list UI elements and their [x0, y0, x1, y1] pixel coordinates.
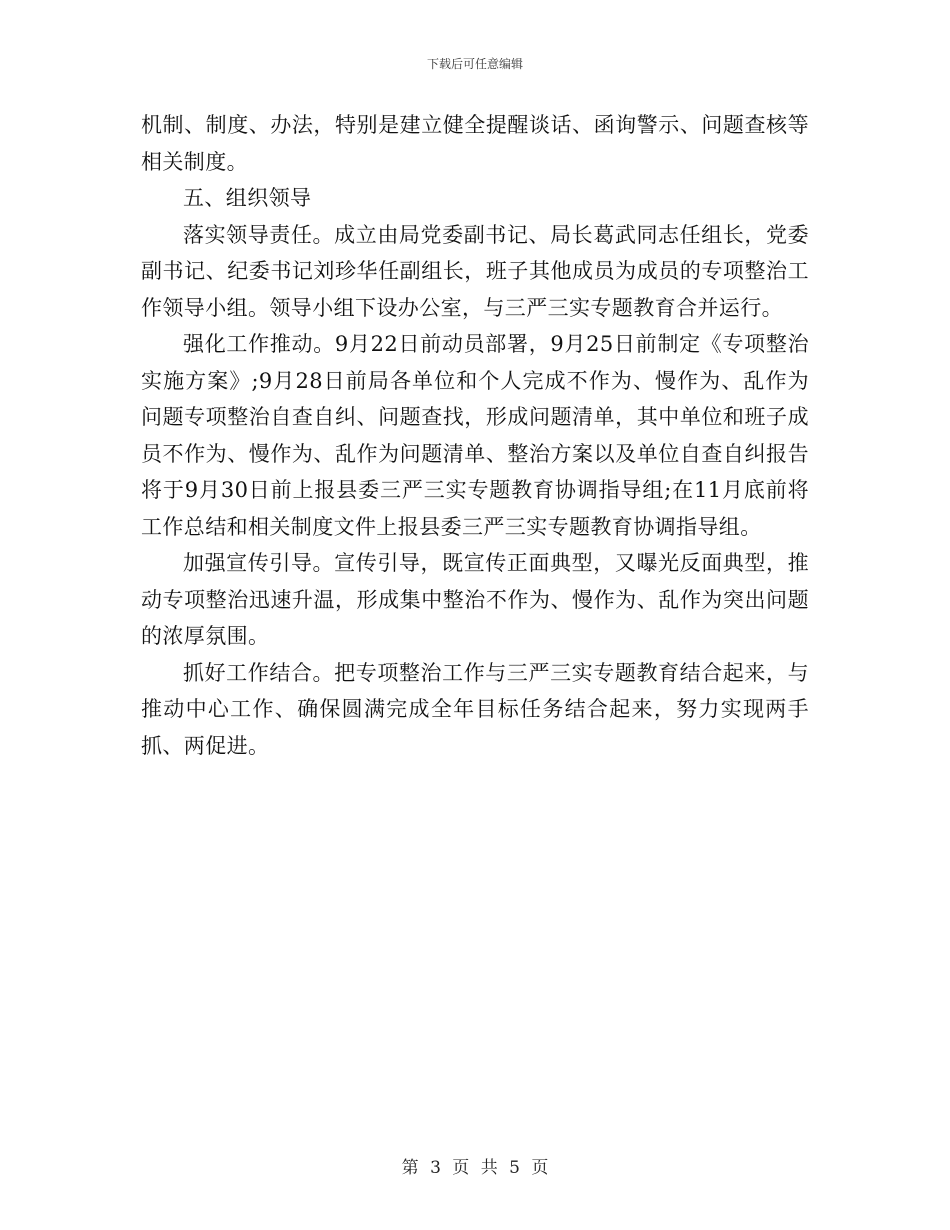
paragraph-schedule: 强化工作推动。9月22日前动员部署，9月25日前制定《专项整治实施方案》;9月28日前局各单位和个人完成不作为、慢作为、乱作为问题专项整治自查自纠、问题查找，形成问题清单，其中单位和班子成员不作为、慢作为、乱作为问题清单、整治方案以及单位自查自纠报告将于9月30日前上报县委三严三实专题教育协调指导组;在11月底前将工作总结和相关制度文件上报县委三严三实专题教育协调指导组。: [141, 332, 809, 539]
page-header-note: 下载后可任意编辑: [426, 57, 523, 71]
paragraph-leadership: 落实领导责任。成立由局党委副书记、局长葛武同志任组长，党委副书记、纪委书记刘珍华任副组长，班子其他成员为成员的专项整治工作领导小组。领导小组下设办公室，与三严三实专题教育合并运行。: [141, 222, 809, 320]
page-number: 第 3 页 共 5 页: [401, 1158, 549, 1178]
document-body: [141, 107, 809, 764]
paragraph-integration: 抓好工作结合。把专项整治工作与三严三实专题教育结合起来，与推动中心工作、确保圆满完成全年目标任务结合起来，努力实现两手抓、两促进。: [141, 660, 809, 758]
section-heading: 五、组织领导: [183, 186, 312, 210]
paragraph-continuation: 机制、制度、办法，特别是建立健全提醒谈话、函询警示、问题查核等相关制度。: [141, 113, 809, 174]
paragraph-publicity: 加强宣传引导。宣传引导，既宣传正面典型，又曝光反面典型，推动专项整治迅速升温，形成集中整治不作为、慢作为、乱作为突出问题的浓厚氛围。: [141, 551, 809, 648]
